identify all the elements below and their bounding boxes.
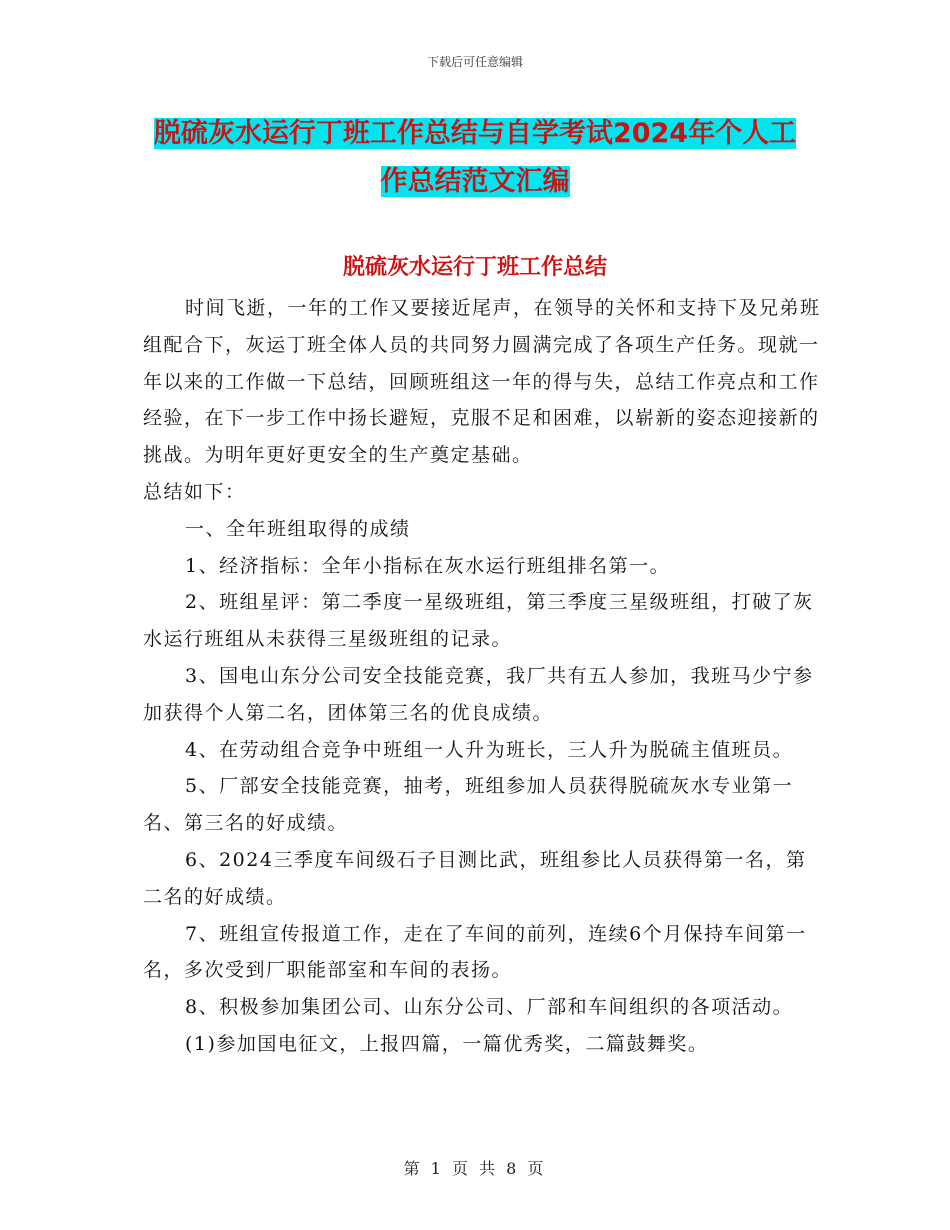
paragraph-item-2: 2、班组星评：第二季度一星级班组，第三季度三星级班组，打破了灰水运行班组从未获得三星级班组的记录。: [143, 591, 814, 651]
paragraph-item-7: 7、班组宣传报道工作，走在了车间的前列，连续6个月保持车间第一名，多次受到厂职能部室和车间的表扬。: [143, 922, 807, 982]
paragraph-subitem-1: (1)参加国电征文，上报四篇，一篇优秀奖，二篇鼓舞奖。: [185, 1032, 709, 1055]
page-footer: 第 1 页 共 8 页: [403, 1159, 547, 1178]
paragraph-item-5: 5、厂部安全技能竞赛，抽考，班组参加人员获得脱硫灰水专业第一名、第三名的好成绩。: [143, 775, 794, 835]
paragraph-item-4: 4、在劳动组合竞争中班组一人升为班长，三人升为脱硫主值班员。: [185, 738, 794, 761]
paragraph-item-6: 6、2024三季度车间级石子目测比武，班组参比人员获得第一名，第二名的好成绩。: [143, 848, 807, 908]
section-heading: 脱硫灰水运行丁班工作总结: [342, 255, 607, 280]
paragraph-item-1: 1、经济指标：全年小指标在灰水运行班组排名第一。: [185, 554, 671, 577]
document-title-line-1: 脱硫灰水运行丁班工作总结与自学考试2024年个人工: [153, 118, 797, 149]
paragraph-item-8: 8、积极参加集团公司、山东分公司、厂部和车间组织的各项活动。: [185, 996, 794, 1019]
paragraph-summary-lead: 总结如下：: [143, 480, 246, 503]
paragraph-intro: 时间飞逝，一年的工作又要接近尾声，在领导的关怀和支持下及兄弟班组配合下，灰运丁班全体人员的共同努力圆满完成了各项生产任务。现就一年以来的工作做一下总结，回顾班组这一年的得与失，总结工作亮点和工作经验，在下一步工作中扬长避短，克服不足和困难，以崭新的姿态迎接新的挑战。为明年更好更安全的生产奠定基础。: [143, 297, 821, 467]
paragraph-item-3: 3、国电山东分公司安全技能竞赛，我厂共有五人参加，我班马少宁参加获得个人第二名，团体第三名的优良成绩。: [143, 664, 814, 724]
header-note: 下载后可任意编辑: [426, 55, 523, 69]
body-text: [143, 290, 823, 1063]
paragraph-achievements-heading: 一、全年班组取得的成绩: [185, 517, 411, 540]
document-title-line-2: 作总结范文汇编: [380, 166, 570, 197]
document-title: [150, 110, 800, 206]
